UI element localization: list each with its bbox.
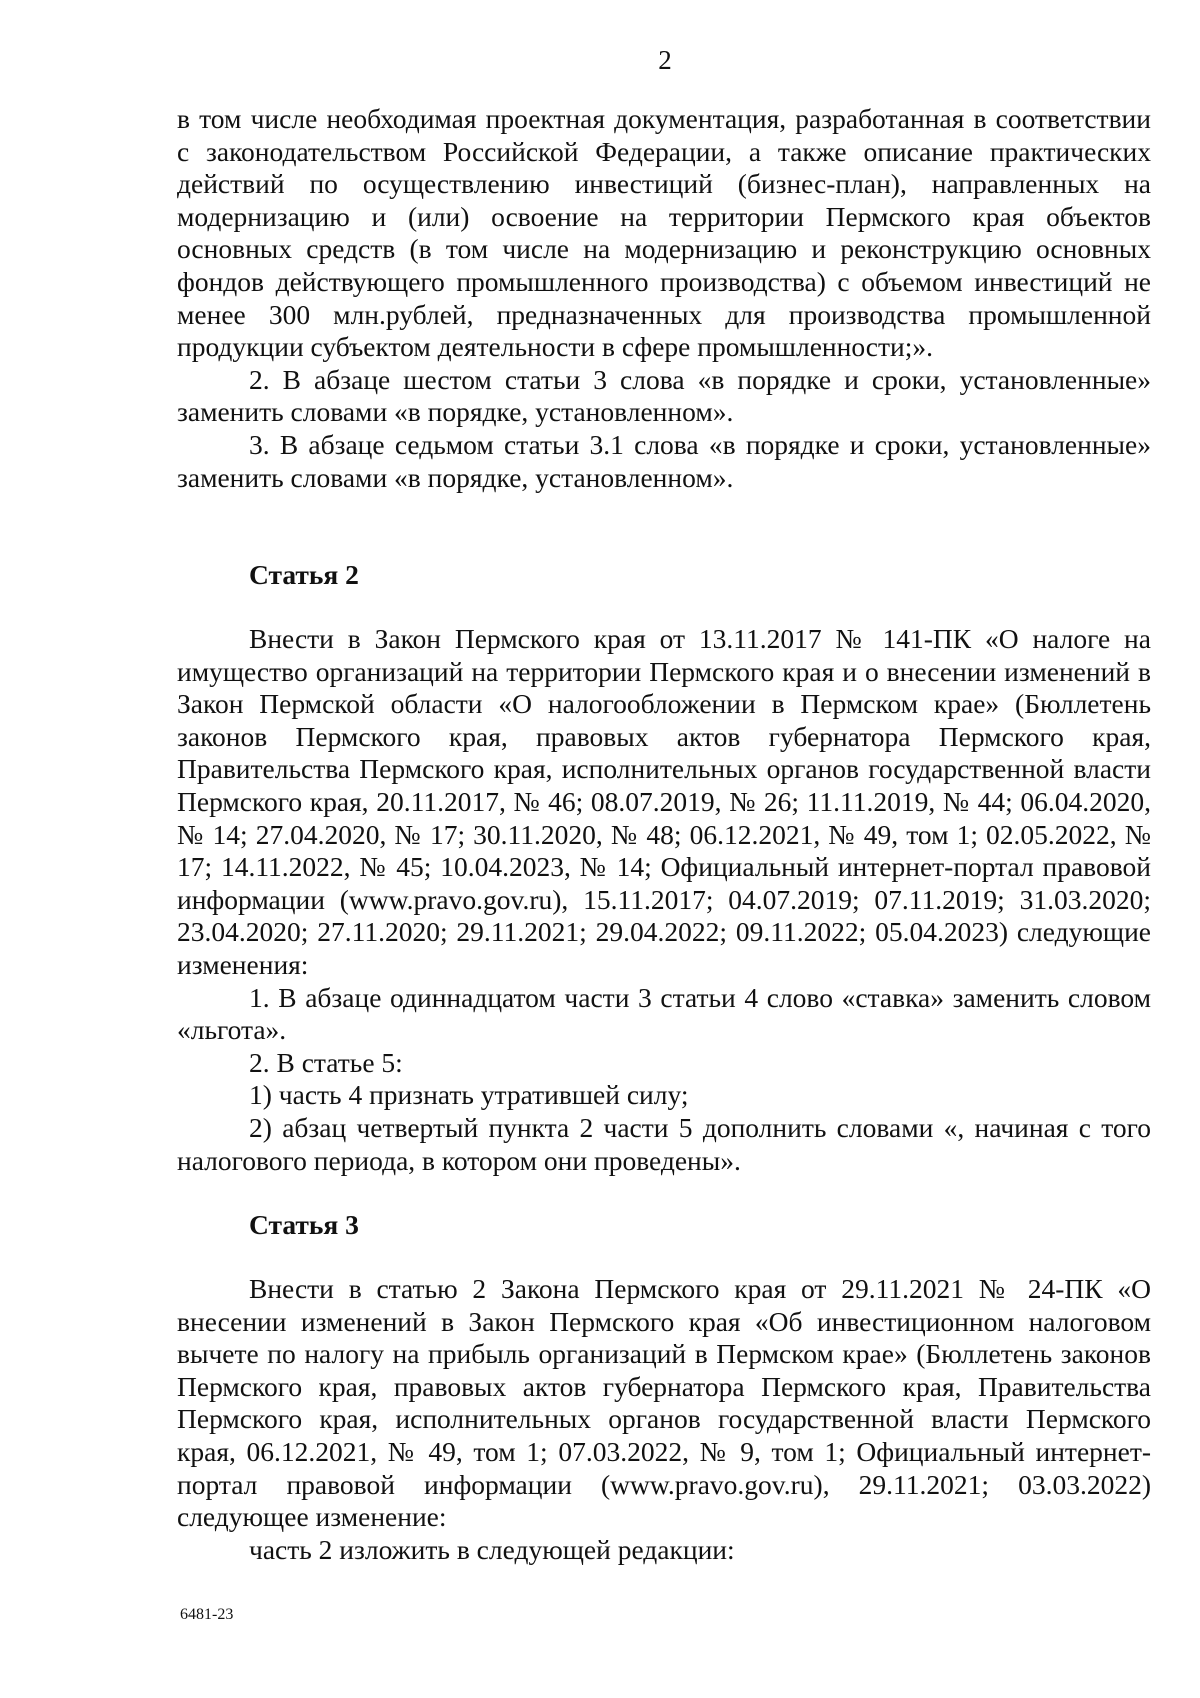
article2-heading: Статья 2 bbox=[249, 559, 359, 590]
article3-paragraph-1: часть 2 изложить в следующей редакции: bbox=[249, 1533, 735, 1565]
article2-paragraph-intro: Внести в Закон Пермского края от 13.11.2017 № 141-ПК «О налоге на имущество организаций на территории Пермского края и о внесении изменений в Закон Пермской области «О налогообложении в Пермском крае» (Бюллетень законов Пермского края, правовых актов губернатора Пермского края, Правительства Пермского края, исполнительных органов государственной власти Пермского края, 20.11.2017, № 46; 08.07.2019, № 26; 11.11.2019, № 44; 06.04.2020, № 14; 27.04.2020, № 17; 30.11.2020, № 48; 06.12.2021, № 49, том 1; 02.05.2022, № 17; 14.11.2022, № 45; 10.04.2023, № 14; Официальный интернет-портал правовой информации (www.pravo.gov.ru), 15.11.2017; 04.07.2019; 07.11.2019; 31.03.2020; 23.04.2020; 27.11.2020; 29.11.2021; 29.04.2022; 09.11.2022; 05.04.2023) следующие изменения: bbox=[177, 623, 1151, 980]
article3-body bbox=[177, 1273, 1151, 1566]
article1-continuation bbox=[177, 103, 1151, 494]
article2-paragraph-1: 1. В абзаце одиннадцатом части 3 статьи 4 слово «ставка» заменить словом «льгота». bbox=[177, 981, 1151, 1046]
article2-paragraph-2: 2. В статье 5: bbox=[249, 1046, 403, 1078]
paragraph-item-2: 2. В абзаце шестом статьи 3 слова «в порядке и сроки, установленные» заменить словами «в порядке, установленном». bbox=[177, 363, 1151, 428]
article2-paragraph-2-1: 1) часть 4 признать утратившей силу; bbox=[249, 1079, 689, 1111]
document-code: 6481-23 bbox=[180, 1606, 234, 1623]
paragraph-continuation: в том числе необходимая проектная документация, разработанная в соответствии с законодательством Российской Федерации, а также описание практических действий по осуществлению инвестиций (бизнес-план), направленных на модернизацию и (или) освоение на территории Пермского края объектов основных средств (в том числе на модернизацию и реконструкцию основных фондов действующего промышленного производства) с объемом инвестиций не менее 300 млн.рублей, предназначенных для производства промышленной продукции субъектом деятельности в сфере промышленности;». bbox=[177, 103, 1151, 363]
paragraph-item-3: 3. В абзаце седьмом статьи 3.1 слова «в порядке и сроки, установленные» заменить словами «в порядке, установленном». bbox=[177, 428, 1151, 493]
page-number: 2 bbox=[658, 45, 672, 75]
article3-paragraph-intro: Внести в статью 2 Закона Пермского края от 29.11.2021 № 24-ПК «О внесении изменений в Закон Пермского края «Об инвестиционном налоговом вычете по налогу на прибыль организаций в Пермском крае» (Бюллетень законов Пермского края, правовых актов губернатора Пермского края, Правительства Пермского края, исполнительных органов государственной власти Пермского края, 06.12.2021, № 49, том 1; 07.03.2022, № 9, том 1; Официальный интернет-портал правовой информации (www.pravo.gov.ru), 29.11.2021; 03.03.2022) следующее изменение: bbox=[177, 1273, 1151, 1533]
article3-heading: Статья 3 bbox=[249, 1209, 359, 1240]
article2-body bbox=[177, 623, 1151, 1177]
article2-paragraph-2-2: 2) абзац четвертый пункта 2 части 5 дополнить словами «, начиная с того налогового периода, в котором они проведены». bbox=[177, 1111, 1151, 1176]
